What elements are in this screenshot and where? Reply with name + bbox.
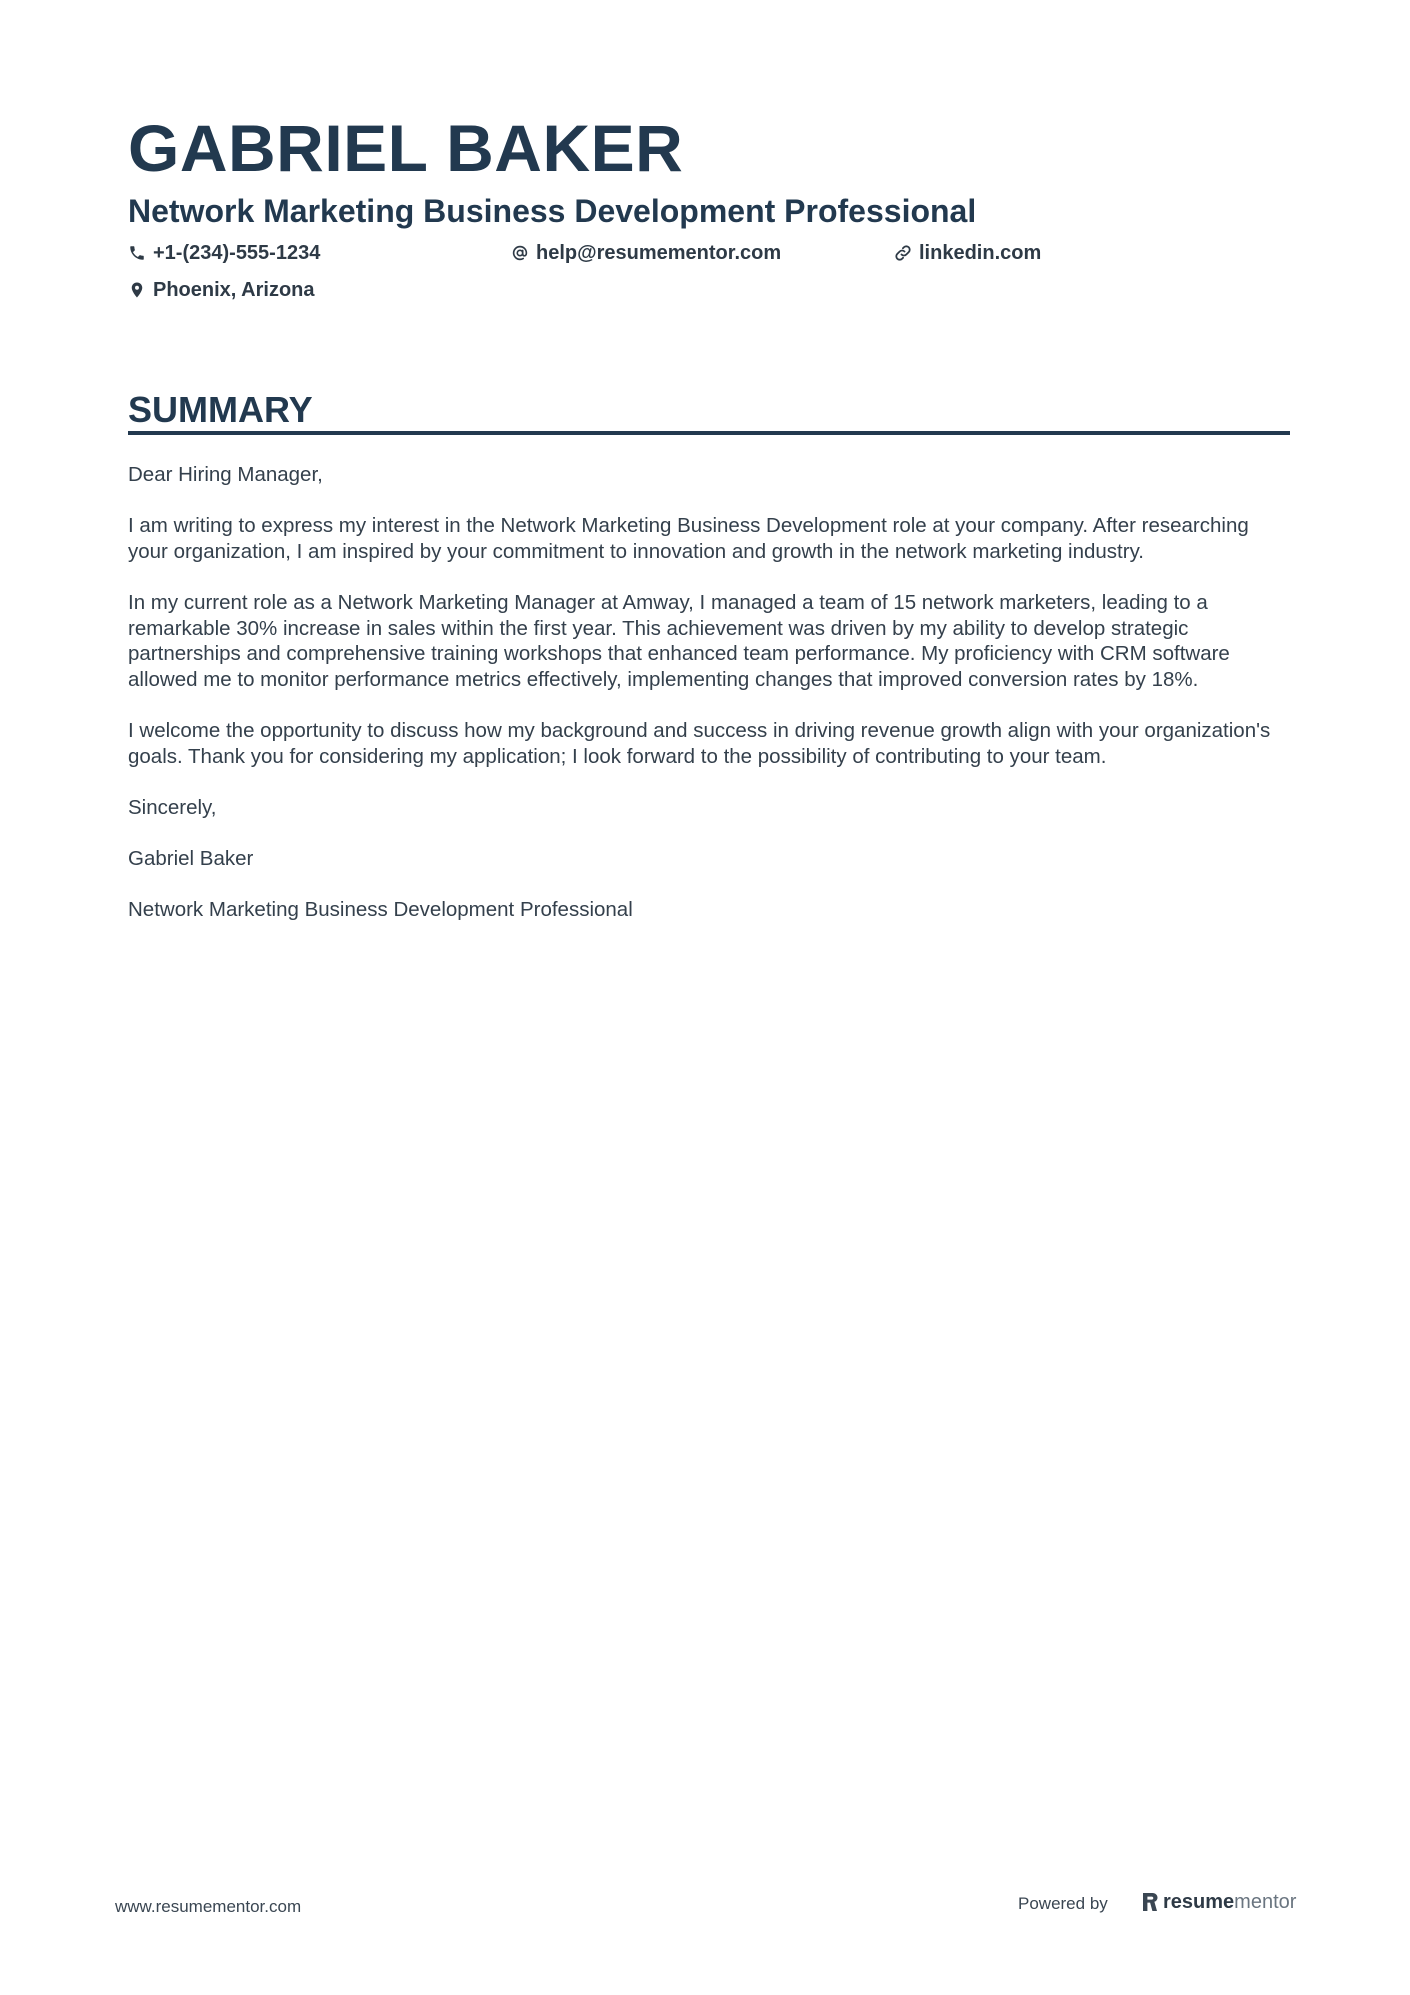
footer-powered-by: Powered by bbox=[1018, 1894, 1108, 1913]
linkedin-text[interactable]: linkedin.com bbox=[919, 242, 1042, 264]
signature-name: Gabriel Baker bbox=[128, 846, 254, 870]
candidate-name: GABRIEL BAKER bbox=[128, 111, 684, 185]
letter-greeting: Dear Hiring Manager, bbox=[128, 463, 323, 486]
letter-body bbox=[128, 462, 1290, 948]
section-heading-summary: SUMMARY bbox=[128, 389, 313, 430]
footer-website[interactable]: www.resumementor.com bbox=[115, 1897, 302, 1916]
phone-text[interactable]: +1-(234)-555-1234 bbox=[153, 242, 321, 264]
contact-email bbox=[511, 240, 781, 266]
letter-paragraph: I welcome the opportunity to discuss how my background and success in driving revenue growth align with your organization's goals. Thank you for considering my application; I look forward to the possibility of contributing to your team. bbox=[128, 718, 1271, 768]
signature-title: Network Marketing Business Development Professional bbox=[128, 898, 633, 922]
contact-location bbox=[128, 277, 315, 303]
letter-paragraph: In my current role as a Network Marketing Manager at Amway, I managed a team of 15 network marketers, leading to a remarkable 30% increase in sales within the first year. This achievement was driven by my ability to develop strategic partnerships and comprehensive training workshops that enhanced team performance. My proficiency with CRM software allowed me to monitor performance metrics effectively, implementing changes that improved conversion rates by 18%. bbox=[128, 590, 1230, 691]
contact-link bbox=[894, 240, 1041, 266]
section-divider bbox=[128, 431, 1290, 435]
letter-closing: Sincerely, bbox=[128, 795, 217, 819]
brand-name-light: mentor bbox=[1234, 1891, 1297, 1913]
footer-brand-logo[interactable] bbox=[1141, 1889, 1296, 1915]
letter-paragraph: I am writing to express my interest in the Network Marketing Business Development role at your company. After researching your organization, I am inspired by your commitment to innovation and growth in the network marketing industry. bbox=[128, 514, 1249, 563]
contact-phone bbox=[128, 240, 320, 266]
location-text: Phoenix, Arizona bbox=[153, 279, 315, 301]
email-text[interactable]: help@resumementor.com bbox=[536, 242, 782, 264]
link-icon bbox=[894, 244, 912, 262]
candidate-title: Network Marketing Business Development Professional bbox=[128, 193, 977, 229]
brand-name-bold: resume bbox=[1163, 1891, 1235, 1913]
at-sign-icon bbox=[511, 244, 529, 262]
resumementor-logo-icon bbox=[1141, 1891, 1159, 1913]
map-pin-icon bbox=[128, 281, 146, 299]
phone-icon bbox=[128, 244, 146, 262]
